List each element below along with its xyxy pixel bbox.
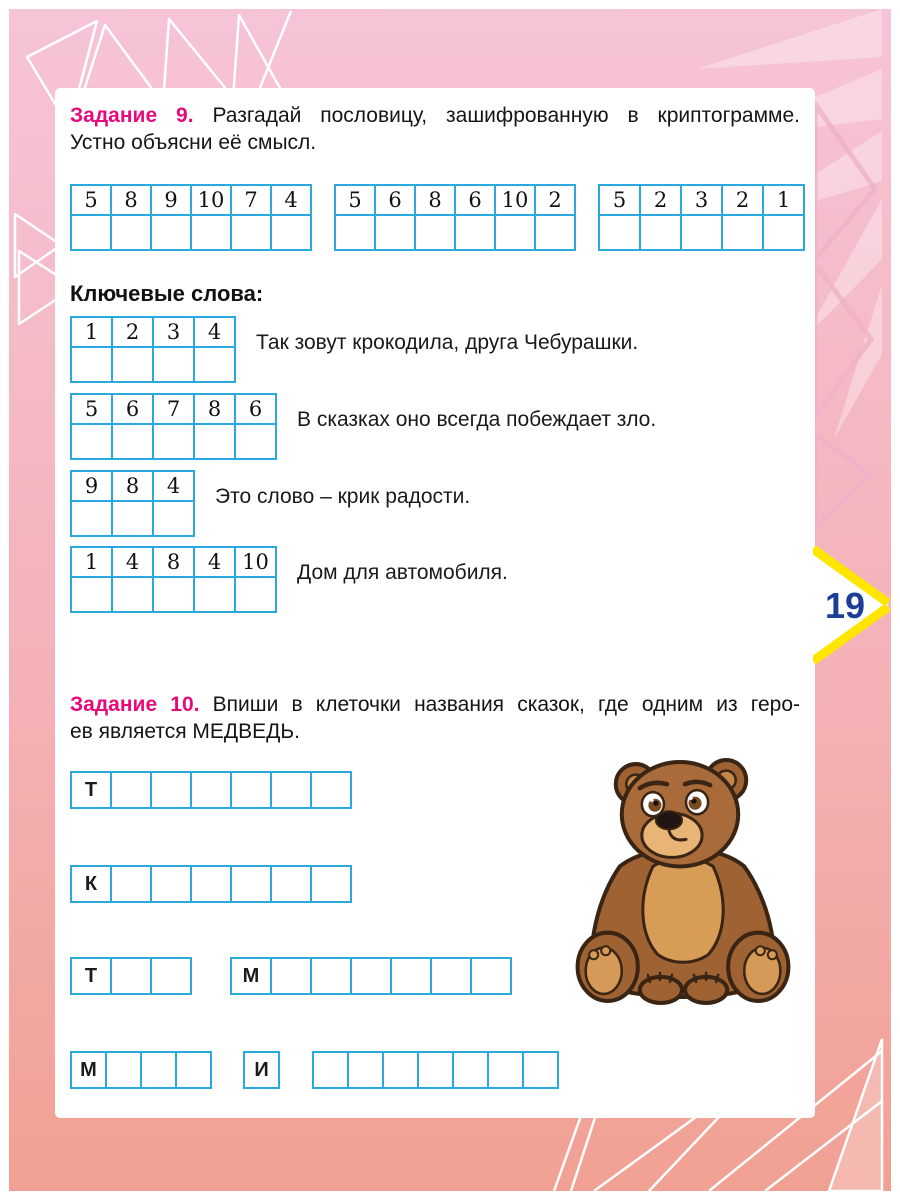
answer-cell[interactable] xyxy=(454,1053,487,1087)
answer-cell[interactable] xyxy=(72,348,111,381)
answer-cell[interactable] xyxy=(489,1053,522,1087)
answer-cell[interactable] xyxy=(177,1053,210,1087)
answer-cell[interactable] xyxy=(192,867,230,901)
content-card xyxy=(55,88,815,1118)
task9-line1 xyxy=(70,102,800,129)
number-cell: 4 xyxy=(154,472,193,500)
answer-cell[interactable] xyxy=(272,959,310,993)
number-cell: 5 xyxy=(336,186,374,214)
letter-cell: М xyxy=(232,959,270,993)
keyword-row-1 xyxy=(70,316,638,383)
answer-cell[interactable] xyxy=(152,867,190,901)
letter-cell: Т xyxy=(72,959,110,993)
number-cell: 8 xyxy=(112,186,150,214)
number-cell: 6 xyxy=(456,186,494,214)
answer-cell[interactable] xyxy=(236,578,275,611)
answer-cell[interactable] xyxy=(416,216,454,249)
number-cell: 4 xyxy=(195,548,234,576)
answer-cell[interactable] xyxy=(232,867,270,901)
number-cell: 5 xyxy=(72,395,111,423)
answer-cell[interactable] xyxy=(112,216,150,249)
answer-cell[interactable] xyxy=(154,425,193,458)
answer-cell[interactable] xyxy=(154,348,193,381)
task9-text xyxy=(70,102,800,156)
answer-grid-4-2 xyxy=(243,1051,280,1089)
answer-cell[interactable] xyxy=(312,773,350,807)
answer-row-2 xyxy=(70,865,352,903)
answer-cell[interactable] xyxy=(536,216,574,249)
answer-cell[interactable] xyxy=(236,425,275,458)
answer-cell[interactable] xyxy=(376,216,414,249)
keyword-clue-1: Так зовут крокодила, друга Чебурашки. xyxy=(256,331,639,354)
answer-cell[interactable] xyxy=(432,959,470,993)
task10-instruction-1: Впиши в клеточки названия сказок, где одним из геро- xyxy=(212,693,800,716)
number-cell: 6 xyxy=(236,395,275,423)
answer-cell[interactable] xyxy=(723,216,762,249)
task10-line1 xyxy=(70,691,800,718)
number-cell: 8 xyxy=(113,472,152,500)
answer-cell[interactable] xyxy=(192,216,230,249)
page-number: 19 xyxy=(825,585,866,626)
answer-grid-3-1 xyxy=(70,957,192,995)
keyword-row-2 xyxy=(70,393,656,460)
answer-cell[interactable] xyxy=(496,216,534,249)
number-cell: 3 xyxy=(154,318,193,346)
number-cell: 9 xyxy=(72,472,111,500)
answer-row-4 xyxy=(70,1051,559,1089)
answer-cell[interactable] xyxy=(112,959,150,993)
number-cell: 2 xyxy=(113,318,152,346)
number-cell: 1 xyxy=(72,318,111,346)
number-cell: 8 xyxy=(195,395,234,423)
keyword-grid-2 xyxy=(70,393,277,460)
answer-cell[interactable] xyxy=(113,425,152,458)
answer-cell[interactable] xyxy=(472,959,510,993)
letter-cell: И xyxy=(245,1053,278,1087)
number-cell: 1 xyxy=(764,186,803,214)
answer-cell[interactable] xyxy=(682,216,721,249)
answer-cell[interactable] xyxy=(392,959,430,993)
cryptogram-row xyxy=(70,184,805,251)
answer-cell[interactable] xyxy=(336,216,374,249)
number-cell: 1 xyxy=(72,548,111,576)
answer-cell[interactable] xyxy=(152,959,190,993)
letter-cell: Т xyxy=(72,773,110,807)
answer-cell[interactable] xyxy=(352,959,390,993)
number-cell: 2 xyxy=(641,186,680,214)
answer-cell[interactable] xyxy=(312,959,350,993)
answer-cell[interactable] xyxy=(112,773,150,807)
answer-grid-3-2 xyxy=(230,957,512,995)
number-cell: 5 xyxy=(72,186,110,214)
number-cell: 9 xyxy=(152,186,190,214)
cryptogram-grid-1 xyxy=(70,184,312,251)
number-cell: 8 xyxy=(416,186,454,214)
number-cell: 10 xyxy=(236,548,275,576)
answer-row-1 xyxy=(70,771,352,809)
answer-cell[interactable] xyxy=(195,348,234,381)
answer-cell[interactable] xyxy=(349,1053,382,1087)
number-cell: 4 xyxy=(113,548,152,576)
answer-cell[interactable] xyxy=(72,502,111,535)
answer-row-3 xyxy=(70,957,512,995)
answer-cell[interactable] xyxy=(272,216,310,249)
answer-cell[interactable] xyxy=(112,867,150,901)
task10-label: Задание 10. xyxy=(70,693,200,716)
keyword-grid-4 xyxy=(70,546,277,613)
number-cell: 7 xyxy=(154,395,193,423)
keyword-grid-3 xyxy=(70,470,195,537)
page-number-badge xyxy=(813,546,893,664)
answer-cell[interactable] xyxy=(152,216,190,249)
answer-cell[interactable] xyxy=(524,1053,557,1087)
keyword-clue-2: В сказках оно всегда побеждает зло. xyxy=(297,408,657,431)
task10-text xyxy=(70,691,800,745)
answer-cell[interactable] xyxy=(600,216,639,249)
answer-cell[interactable] xyxy=(195,578,234,611)
task9-label: Задание 9. xyxy=(70,104,194,127)
number-cell: 2 xyxy=(536,186,574,214)
keyword-grid-1 xyxy=(70,316,236,383)
answer-cell[interactable] xyxy=(113,502,152,535)
keyword-clue-3: Это слово – крик радости. xyxy=(215,485,471,508)
letter-cell: К xyxy=(72,867,110,901)
answer-cell[interactable] xyxy=(72,216,110,249)
number-cell: 8 xyxy=(154,548,193,576)
answer-cell[interactable] xyxy=(419,1053,452,1087)
task10-line2: ев является МЕДВЕДЬ. xyxy=(70,720,300,743)
answer-cell[interactable] xyxy=(272,867,310,901)
answer-cell[interactable] xyxy=(72,425,111,458)
answer-grid-4-3 xyxy=(312,1051,559,1089)
number-cell: 10 xyxy=(496,186,534,214)
answer-cell[interactable] xyxy=(142,1053,175,1087)
number-cell: 6 xyxy=(376,186,414,214)
answer-cell[interactable] xyxy=(72,578,111,611)
answer-cell[interactable] xyxy=(113,578,152,611)
number-cell: 6 xyxy=(113,395,152,423)
cryptogram-grid-2 xyxy=(334,184,576,251)
answer-cell[interactable] xyxy=(764,216,803,249)
number-cell: 10 xyxy=(192,186,230,214)
answer-cell[interactable] xyxy=(192,773,230,807)
answer-cell[interactable] xyxy=(154,502,193,535)
number-cell: 4 xyxy=(272,186,310,214)
answer-cell[interactable] xyxy=(107,1053,140,1087)
answer-grid-1-1 xyxy=(70,771,352,809)
answer-cell[interactable] xyxy=(314,1053,347,1087)
answer-cell[interactable] xyxy=(113,348,152,381)
keyword-row-4 xyxy=(70,546,508,613)
answer-cell[interactable] xyxy=(152,773,190,807)
answer-cell[interactable] xyxy=(272,773,310,807)
keywords-heading: Ключевые слова: xyxy=(70,281,264,306)
answer-cell[interactable] xyxy=(232,773,270,807)
number-cell: 5 xyxy=(600,186,639,214)
cryptogram-grid-3 xyxy=(598,184,805,251)
number-cell: 2 xyxy=(723,186,762,214)
task9-line2: Устно объясни её смысл. xyxy=(70,131,317,154)
keyword-clue-4: Дом для автомобиля. xyxy=(297,561,508,584)
answer-grid-4-1 xyxy=(70,1051,212,1089)
answer-cell[interactable] xyxy=(154,578,193,611)
task9-instruction-1: Разгадай пословицу, зашифрованную в криптограмме. xyxy=(212,104,800,127)
number-cell: 3 xyxy=(682,186,721,214)
number-cell: 4 xyxy=(195,318,234,346)
number-cell: 7 xyxy=(232,186,270,214)
keyword-row-3 xyxy=(70,470,470,537)
answer-cell[interactable] xyxy=(641,216,680,249)
answer-grid-2-1 xyxy=(70,865,352,903)
letter-cell: М xyxy=(72,1053,105,1087)
answer-cell[interactable] xyxy=(384,1053,417,1087)
answer-cell[interactable] xyxy=(195,425,234,458)
answer-cell[interactable] xyxy=(456,216,494,249)
answer-cell[interactable] xyxy=(312,867,350,901)
answer-cell[interactable] xyxy=(232,216,270,249)
bear-illustration xyxy=(557,748,809,1014)
